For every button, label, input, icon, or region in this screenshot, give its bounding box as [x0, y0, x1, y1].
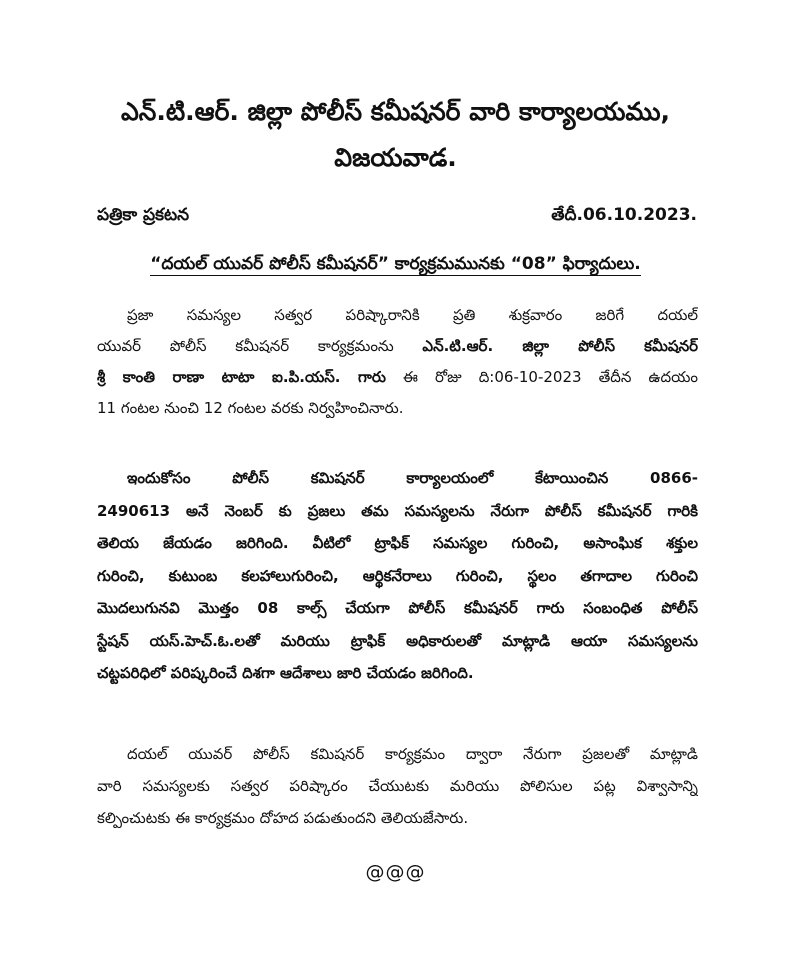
paragraph-2-line-2: 2490613 అనే నెంబర్ కు ప్రజలు తమ సమస్యలను నేరుగా పోలీస్ కమీషనర్ గారికి	[97, 501, 698, 520]
office-title: ఎన్.టి.ఆర్. జిల్లా పోలీస్ కమీషనర్ వారి కార్యాలయము,	[121, 97, 670, 126]
paragraph-3-line-3: కల్పించుటకు ఈ కార్యక్రమం దోహద పడుతుందని తెలియజేసారు.	[97, 809, 469, 827]
paragraph-2-line-6: స్టేషన్ యస్.హెచ్.ఓ.లతో మరియు ట్రాఫిక్ అధికారులతో మాట్లాడి ఆయా సమస్యలను	[97, 631, 698, 650]
release-date: తేదీ.06.10.2023.	[551, 205, 697, 225]
paragraph-1-line-3-suffix: ఈ రోజు ది:06-10-2023 తేదీన ఉదయం	[403, 368, 698, 386]
paragraph-1-line-4: 11 గంటల నుంచి 12 గంటల వరకు నిర్వహించినారు.	[97, 399, 404, 417]
paragraph-3-line-2: వారి సమస్యలకు సత్వర పరిష్కారం చేయుటకు మరియు పోలిసుల పట్ల విశ్వాసాన్ని	[97, 777, 698, 795]
paragraph-2	[97, 462, 698, 690]
paragraph-2-line-7: చట్టపరిధిలో పరిష్కరించే దిశగా ఆదేశాలు జారి చేయడం జరిగింది.	[97, 664, 474, 682]
subject-text: “దయల్ యువర్ పోలీస్ కమీషనర్” కార్యక్రమమునకు “08” ఫిర్యాదులు.	[150, 254, 641, 274]
paragraph-1-line-1: ప్రజా సమస్యల సత్వర పరిష్కారానికి ప్రతి శుక్రవారం జరిగే దయల్	[127, 306, 698, 324]
commissioner-name: శ్రీ కాంతి రాణా టాటా ఐ.పి.యస్. గారు	[97, 368, 386, 386]
commissioner-office-name: ఎన్.టి.ఆర్. జిల్లా పోలీస్ కమీషనర్	[422, 337, 698, 355]
paragraph-1	[97, 300, 698, 424]
office-city: విజయవాడ.	[334, 143, 457, 172]
paragraph-2-line-3: తెలియ జేయడం జరిగింది. వీటిలో ట్రాఫిక్ సమస్యల గురించి, అసాంఘిక శక్తుల	[97, 534, 698, 552]
paragraph-1-line-3	[97, 362, 698, 393]
end-mark: @@@	[365, 861, 426, 883]
paragraph-1-line-2	[97, 331, 698, 362]
paragraph-3-line-1: దయల్ యువర్ పోలీస్ కమిషనర్ కార్యక్రమం ద్వారా నేరుగా ప్రజలతో మాట్లాడి	[127, 745, 698, 763]
paragraph-2-line-5: మొదలుగునవి మొత్తం 08 కాల్స్ చేయగా పోలీస్ కమీషనర్ గారు సంబంధిత పోలీస్	[97, 599, 698, 617]
paragraph-2-line-1: ఇందుకోసం పోలీస్ కమిషనర్ కార్యాలయంలో కేటాయించిన 0866-	[127, 469, 698, 487]
subject-heading	[0, 250, 791, 278]
paragraph-2-line-4: గురించి, కుటుంబ కలహాలుగురించి, ఆర్థికనేరాలు గురించి, స్థలం తగాదాల గురించి	[97, 566, 698, 585]
paragraph-1-line-2-prefix: యువర్ పోలీస్ కమీషనర్ కార్యక్రమంను	[97, 337, 394, 355]
paragraph-3	[97, 738, 698, 834]
meta-row	[97, 200, 697, 230]
press-release-label: పత్రికా ప్రకటన	[97, 205, 190, 225]
